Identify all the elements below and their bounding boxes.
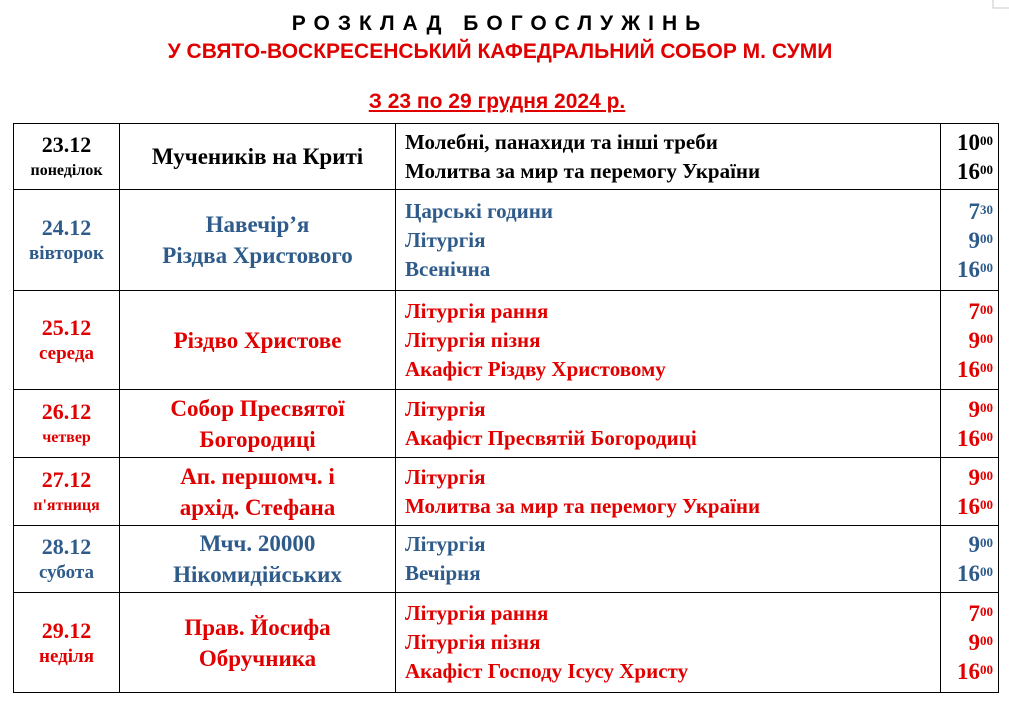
- services-cell: [396, 390, 941, 458]
- service-item: Вечірня: [405, 561, 481, 585]
- services-cell: [396, 190, 941, 291]
- service-time: $9^{00}$: [968, 630, 993, 655]
- times-cell: [941, 291, 999, 390]
- feast-name: Навечір’я: [205, 212, 310, 237]
- services-cell: [396, 458, 941, 526]
- service-time: $9^{00}$: [968, 227, 993, 253]
- feast-cell: [120, 593, 396, 693]
- feast-name: Нікомидійських: [173, 562, 342, 587]
- date-cell: [14, 390, 120, 458]
- services-cell: [396, 593, 941, 693]
- services-cell: [396, 526, 941, 593]
- date: 24.12: [41, 215, 92, 240]
- service-item: Молитва за мир та перемогу України: [405, 158, 761, 183]
- date: 25.12: [41, 315, 92, 340]
- schedule-row: [14, 458, 999, 526]
- service-item: Молитва за мир та перемогу України: [405, 493, 761, 518]
- weekday: четвер: [42, 428, 91, 446]
- times-cell: [941, 526, 999, 593]
- date: 29.12: [41, 617, 92, 643]
- service-time: $7^{00}$: [968, 601, 993, 626]
- times-cell: [941, 390, 999, 458]
- services-cell: [396, 291, 941, 390]
- service-time: $9^{00}$: [968, 532, 993, 557]
- service-time: $9^{00}$: [968, 396, 993, 422]
- schedule-row: [14, 390, 999, 458]
- feast-name: Ап. першомч. і: [180, 463, 335, 489]
- times-cell: [941, 593, 999, 693]
- date-range: З 23 по 29 грудня 2024 р.: [368, 90, 626, 113]
- service-time: $9^{00}$: [968, 464, 993, 490]
- services-cell: [396, 124, 941, 190]
- feast-name: Собор Пресвятої: [170, 395, 345, 421]
- service-time: $16^{00}$: [957, 356, 993, 382]
- service-item: Літургія: [405, 532, 486, 556]
- weekday: середа: [39, 343, 94, 364]
- service-item: Літургія: [405, 396, 486, 421]
- service-item: Літургія пізня: [405, 630, 541, 654]
- service-time: $10^{00}$: [957, 129, 993, 155]
- service-item: Літургія: [405, 464, 486, 489]
- page-title: РОЗКЛАД БОГОСЛУЖІНЬ: [291, 12, 709, 35]
- date-cell: [14, 124, 120, 190]
- service-item: Молебні, панахиди та інші треби: [405, 129, 718, 154]
- date-cell: [14, 291, 120, 390]
- service-time: $16^{00}$: [957, 256, 993, 282]
- schedule-row: [14, 526, 999, 593]
- date: 23.12: [41, 131, 92, 157]
- feast-name: Обручника: [198, 645, 317, 671]
- weekday: неділя: [39, 645, 94, 667]
- date-cell: [14, 593, 120, 693]
- service-time: $9^{00}$: [968, 327, 993, 353]
- times-cell: [941, 124, 999, 190]
- service-time: $16^{00}$: [957, 425, 993, 451]
- times-cell: [941, 458, 999, 526]
- feast-cell: [120, 390, 396, 458]
- date-cell: [14, 190, 120, 291]
- service-item: Літургія рання: [405, 298, 549, 323]
- service-item: Акафіст Господу Ісусу Христу: [405, 659, 689, 683]
- weekday: понеділок: [30, 161, 103, 179]
- service-time: $7^{30}$: [968, 198, 993, 224]
- weekday: субота: [39, 562, 94, 583]
- date-cell: [14, 458, 120, 526]
- feast-cell: [120, 190, 396, 291]
- service-time: $7^{00}$: [968, 298, 993, 324]
- schedule-row: [14, 190, 999, 291]
- date-cell: [14, 526, 120, 593]
- schedule-row: [14, 593, 999, 693]
- service-item: Літургія: [405, 227, 486, 252]
- feast-cell: [120, 124, 396, 190]
- feast-name: Різдва Христового: [162, 243, 353, 268]
- service-item: Царські години: [405, 198, 553, 223]
- schedule-row: [14, 291, 999, 390]
- feast-name: архід. Стефана: [179, 494, 336, 520]
- schedule-row: [14, 124, 999, 190]
- service-time: $16^{00}$: [957, 158, 993, 184]
- feast-cell: [120, 526, 396, 593]
- date: 27.12: [41, 466, 92, 492]
- schedule-table: [13, 123, 999, 693]
- service-item: Акафіст Різдву Христовому: [405, 356, 666, 381]
- service-time: $16^{00}$: [957, 659, 993, 684]
- feast-name: Прав. Йосифа: [184, 614, 331, 640]
- date: 28.12: [41, 534, 92, 559]
- service-time: $16^{00}$: [957, 493, 993, 519]
- feast-cell: [120, 458, 396, 526]
- weekday: вівторок: [29, 243, 104, 264]
- times-cell: [941, 190, 999, 291]
- service-item: Всенічна: [405, 256, 491, 281]
- feast-name: Богородиці: [199, 426, 316, 452]
- feast-name: Мучеників на Криті: [151, 144, 364, 169]
- service-item: Літургія рання: [405, 601, 549, 625]
- feast-cell: [120, 291, 396, 390]
- weekday: п'ятниця: [33, 496, 100, 514]
- page-subtitle: У СВЯТО-ВОСКРЕСЕНСЬКИЙ КАФЕДРАЛЬНИЙ СОБОР М. СУМИ: [167, 40, 833, 63]
- feast-name: Різдво Христове: [173, 327, 342, 353]
- service-item: Літургія пізня: [405, 327, 541, 352]
- feast-name: Мчч. 20000: [199, 531, 316, 556]
- service-item: Акафіст Пресвятій Богородиці: [405, 425, 697, 450]
- date: 26.12: [41, 398, 92, 424]
- service-time: $16^{00}$: [957, 561, 993, 586]
